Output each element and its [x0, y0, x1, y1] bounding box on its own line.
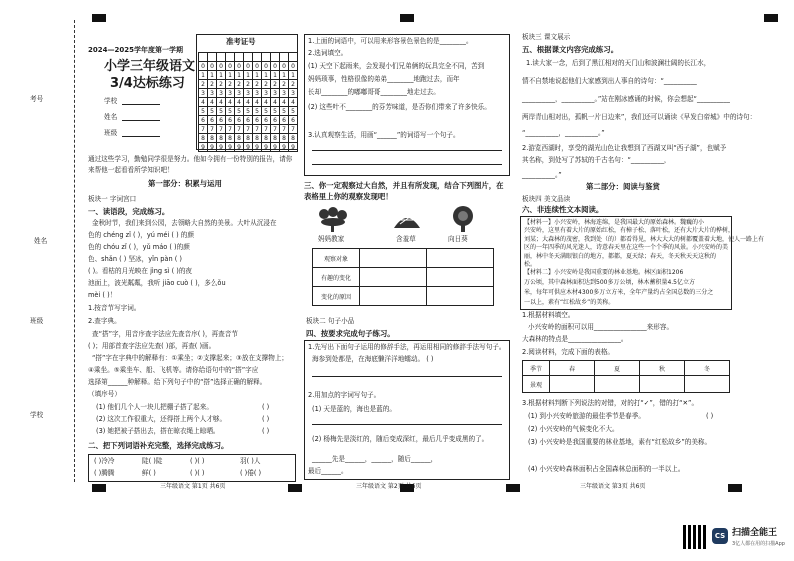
dict-item: (2) 这次工作很重大，还得搭上两个人才够。 — [96, 415, 227, 423]
season-cell[interactable] — [595, 376, 640, 393]
season-header: 夏 — [595, 361, 640, 376]
picture-caption: 妈妈教家 — [318, 235, 345, 243]
plant-picture — [446, 204, 480, 232]
name-input[interactable] — [122, 120, 160, 121]
reg-mark — [400, 14, 414, 22]
qr-code — [683, 525, 707, 549]
word-item[interactable]: 陡( )陡 — [142, 457, 163, 465]
sub-question: 1.按音节写字词。 — [88, 304, 141, 312]
judge-item: (3) 小兴安岭是我国重要的林业基地，素有“红松故乡”的美称。 — [528, 438, 712, 446]
material-line: 一以上，素有“红松故乡”的美称。 — [524, 299, 615, 306]
scanner-logo: CS — [712, 528, 728, 544]
exam-number-grid[interactable]: 0 0 0 0 0 0 0 0 0 0 0 1 1 1 1 1 1 1 1 1 1 1 2 2 2 2 2 2 2 2 2 2 2 3 3 3 3 3 3 3 3 3 3 3 4 4 4 4 4 4 4 4 4 4 4 5 5 5 5 5 5 5 5 5 5 5 6 6 6 6 6 6 6 6 6 6 6 7 7 7 7 7 7 7 7 7 7 7 8 8 8 8 8 8 8 8 8 8 8 9 9 9 9 9 9 9 9 9 9 9 — [198, 52, 298, 152]
material-line: 区的一年四季的风光迷人，诗意春天里在这些一个个季的风景。小兴安岭的美 — [524, 244, 729, 252]
question-title: 二、把下列词语补充完整，选择完成练习。 — [88, 441, 229, 450]
exam-title: 小学三年级语文 — [104, 59, 196, 74]
dict-line: （填序号） — [88, 390, 121, 398]
p3-q5-line: __________，__________。”站在刚冰感诵的时候，你会想起“__________ — [522, 95, 730, 103]
p2-q4-line: 2.用加点的字词写句子。 — [308, 391, 381, 399]
season-row-label: 景观 — [523, 376, 550, 393]
reg-mark — [288, 484, 302, 492]
passage-line: 池面上，波光粼粼，我听 jiāo cuò ( )，多么ǒu — [88, 279, 226, 287]
word-item[interactable]: 羽( )人 — [240, 457, 261, 465]
material-line: 【材料二】小兴安岭是我国重要的林业基地。林区面积1206 — [524, 269, 684, 276]
dict-line: ( )；用部首查字法应先查( )部，再查( )画。 — [88, 342, 216, 350]
p3-q5-line: 两岸青山相对出，孤帆一片日边来”，我们还可以诵读《早发白帝城》中的诗句： — [522, 113, 757, 121]
p2-q4-line: 最后______。 — [308, 467, 348, 475]
word-item[interactable]: ( )( ) — [190, 469, 205, 477]
season-header: 秋 — [640, 361, 685, 376]
material-line: 【材料一】小兴安岭，林海连绵，是我国最大的原始森林。魏巍的小 — [524, 219, 705, 226]
material-line: 刘某；大森林的茂密，我到处（的）都看得见，林大大大的树都覆盖着大地，使人一路上有 — [524, 235, 765, 243]
dict-item: (3) 她把被子搭出去，搭在晾衣绳上晾晒。 — [96, 427, 220, 435]
p2-q4-line: 1.先写出下面句子运用的修辞手法，再运用相同的修辞手法写句子。 — [308, 343, 506, 351]
question-title: 四、按要求完成句子练习。 — [306, 329, 395, 338]
picture-caption: 向日葵 — [448, 235, 468, 243]
dict-line: 选择第______种解释。给下列句子中的“搭”选择正确的解释。 — [88, 378, 267, 386]
material-line: 兴安岭，这里有着大片的原始红松，有樟子松、落叶松，还有大片大片的桦树， — [524, 227, 735, 235]
word-item[interactable]: ( )冷冷 — [94, 457, 115, 465]
p3-q5-line: __________。” — [522, 171, 562, 179]
reg-mark — [506, 484, 520, 492]
dict-line: “搭”字在字典中的解释有：①乘坐；②支撑起来；③放在支撑物上； — [92, 354, 289, 362]
reg-mark — [728, 484, 742, 492]
passage-line: 色的 chóu zǐ ( )，yǔ máo ( )的颜 — [88, 243, 190, 251]
intro-text: 通过这些学习，勤勉同学很是努力。他如今拥有一份特别的报告，请你来帮他一起看看所学知识吧！ — [88, 155, 293, 174]
judge-item: (2) 小兴安岭的气候变化不大。 — [528, 425, 619, 433]
scanner-tagline: 3亿人都在用的扫描App — [732, 541, 785, 547]
plant-picture — [390, 206, 424, 232]
scanner-name: 扫描全能王 — [732, 528, 778, 538]
reading-item: 大森林的特点是________________。 — [522, 335, 628, 343]
exam-number-label: 准考证号 — [226, 37, 256, 46]
material-line: 丽，林中冬天满眼银白的地方，都都，夏天绿；春天，冬天秋天天这秋的 — [524, 252, 717, 260]
page-footer: 三年级语文 第3页 共6页 — [580, 483, 646, 490]
class-input[interactable] — [122, 136, 160, 137]
page-footer: 三年级语文 第2页 共6页 — [356, 483, 422, 490]
p2-q4-line: (2) 杨梅先是淡红的，随后变成深红，最后几乎变成黑的了。 — [312, 435, 489, 443]
question-title: 三、你一定观察过大自然，并且有所发现，结合下列图片，在表格里上你的观察发现吧！ — [304, 181, 504, 201]
question-title: 一、读语段，完成练习。 — [88, 207, 170, 216]
material-line: 米，每年可供应木材4300多万立方米，全年产量约占全国总数的三分之 — [524, 289, 714, 296]
p2-line: 2.选词填空。 — [308, 49, 348, 57]
part2-title: 第二部分：阅读与鉴赏 — [586, 182, 660, 191]
section-label: 板块三 课文展示 — [522, 33, 571, 41]
question-title: 六、非连续性文本阅读。 — [522, 205, 604, 214]
p2-line: 1.上面的词语中，可以用来形容景色景色的是________。 — [308, 37, 473, 45]
answer-blank[interactable]: ( ) — [262, 427, 270, 435]
dict-line: 查“搭”字，用音序查字法应先查音序( )，再查音节 — [92, 330, 238, 338]
p3-q5-line: 1.读大家一念，后到了黑江相对的天门山和波澜壮阔的长江水， — [526, 59, 711, 67]
side-label: 考号 — [30, 95, 44, 103]
field-name: 姓名 — [104, 113, 118, 121]
season-cell[interactable] — [640, 376, 685, 393]
judge-item: (4) 小兴安岭森林面积占全国森林总面积的一半以上。 — [528, 465, 685, 473]
answer-blank[interactable]: ( ) — [262, 415, 270, 423]
season-header: 冬 — [685, 361, 730, 376]
reading-question: 3.根据材料判断下列说法的对错，对的打“✓”，错的打“✕”。 — [522, 399, 699, 407]
side-label: 班级 — [30, 317, 44, 325]
reg-mark — [92, 484, 106, 492]
p2-line: 妈妈琐事，性格很像的弟弟________地跑过去，而年 — [308, 75, 460, 83]
obs-row-label: 观察对象 — [313, 249, 360, 268]
reading-item: 小兴安岭的面积可以用________________来形容。 — [528, 323, 674, 331]
answer-line[interactable] — [312, 150, 502, 151]
p2-q4-line: (1) 天是蓝的，海也是蓝的。 — [312, 405, 396, 413]
season-cell[interactable] — [685, 376, 730, 393]
part1-title: 第一部分：积累与运用 — [148, 179, 222, 188]
p3-q5-line: 2.游览西湖时，享受的湖光山色让我想到了西湖又叫“西子湖”，也赋予其名称，到处写了苏轼的千古名句：“__________， — [522, 144, 727, 164]
reading-question: 1.根据材料填空。 — [522, 311, 575, 319]
season-header: 季节 — [523, 361, 550, 376]
field-class: 班级 — [104, 129, 118, 137]
side-label: 学校 — [30, 411, 44, 419]
exam-subtitle: 3/4达标练习 — [110, 76, 185, 91]
field-school: 学校 — [104, 97, 118, 105]
plant-picture — [316, 206, 350, 232]
word-item[interactable]: ( )( ) — [190, 457, 205, 465]
word-item[interactable]: 鲜( ) — [142, 469, 156, 477]
material-line: 松。 — [524, 261, 537, 268]
season-cell[interactable] — [550, 376, 595, 393]
season-table — [522, 360, 730, 393]
answer-line[interactable] — [312, 164, 502, 165]
passage-line: 金秋时节，我们来到公园，去领略大自然的美景。大叶从沉浸在 — [92, 219, 277, 227]
material-line: 万公顷，其中森林面积达到500多万公顷，林木蓄积量4.5亿立方 — [524, 279, 695, 286]
answer-blank[interactable]: ( ) — [262, 403, 270, 411]
passage-line: 色的 chéng zǐ ( )，yú méi ( ) 的颜 — [88, 231, 194, 239]
p2-line: (2) 这些叶不________的芬芳味道，是否你们带来了许多快乐。 — [308, 103, 491, 111]
obs-row-label: 有趣的变化 — [313, 268, 360, 287]
reg-mark — [764, 14, 778, 22]
dict-item: (1) 他们几个人一块儿把棚子搭了起来。 — [96, 403, 213, 411]
answer-line[interactable] — [312, 376, 502, 377]
passage-line: ( )。看枯的月光映在 jìng sì ( )的夜 — [88, 267, 193, 275]
section-label: 板块一 字词宫口 — [88, 195, 137, 203]
passage-line: 色、shǎn ( ) 坚冰，yǐn pàn ( ) — [88, 255, 182, 263]
p3-q5-line: 情不自禁地说起他们大家感到出人事自的诗句：“__________ — [522, 77, 697, 85]
reading-question: 2.阅读材料，完成下面的表格。 — [522, 348, 615, 356]
school-year: 2024—2025学年度第一学期 — [88, 46, 183, 54]
season-header: 春 — [550, 361, 595, 376]
section-label: 板块四 美文品读 — [522, 195, 571, 203]
picture-caption: 含羞草 — [396, 235, 416, 243]
binding-line — [74, 20, 75, 482]
sub-question: 2.查字典。 — [88, 317, 121, 325]
p2-q4-line: ______先是______，______，随后______， — [312, 455, 438, 463]
p2-q4-line: 海参到处都是，在海底懒洋洋地蠕动。 ( ) — [312, 355, 434, 363]
judge-blank[interactable]: ( ) — [706, 412, 714, 420]
word-item[interactable]: ( )腾腾 — [94, 469, 115, 477]
dict-line: ④乘坐。⑤乘坐车、船、飞机等。请你给语句中的“搭”字应 — [88, 366, 259, 374]
obs-row-label: 变化的原因 — [313, 287, 360, 306]
p2-line: (1) 天空下起雨来，会发现小们兄弟俩的玩具完全不同，苦到 — [308, 62, 485, 70]
passage-line: mèi ( )！ — [88, 291, 117, 299]
word-item[interactable]: ( )倦( ) — [240, 469, 262, 477]
p3-q5-line: “__________，__________。” — [522, 129, 605, 137]
observation-table — [312, 248, 494, 306]
school-input[interactable] — [122, 104, 160, 105]
p2-line: 3.认真观察生活，用画“______”的词语写一个句子。 — [308, 131, 460, 139]
p2-line: 长却________的嘟嘟哥哥________地走过去。 — [308, 88, 440, 96]
answer-line[interactable] — [312, 424, 502, 425]
judge-item: (1) 到小兴安岭旅游的最佳季节是春季。 — [528, 412, 645, 420]
reg-mark — [92, 14, 106, 22]
side-label: 姓名 — [34, 237, 48, 245]
page-footer: 三年级语文 第1页 共6页 — [160, 483, 226, 490]
section-label: 板块二 句子小品 — [306, 317, 355, 325]
question-title: 五、根据课文内容完成练习。 — [522, 45, 619, 54]
